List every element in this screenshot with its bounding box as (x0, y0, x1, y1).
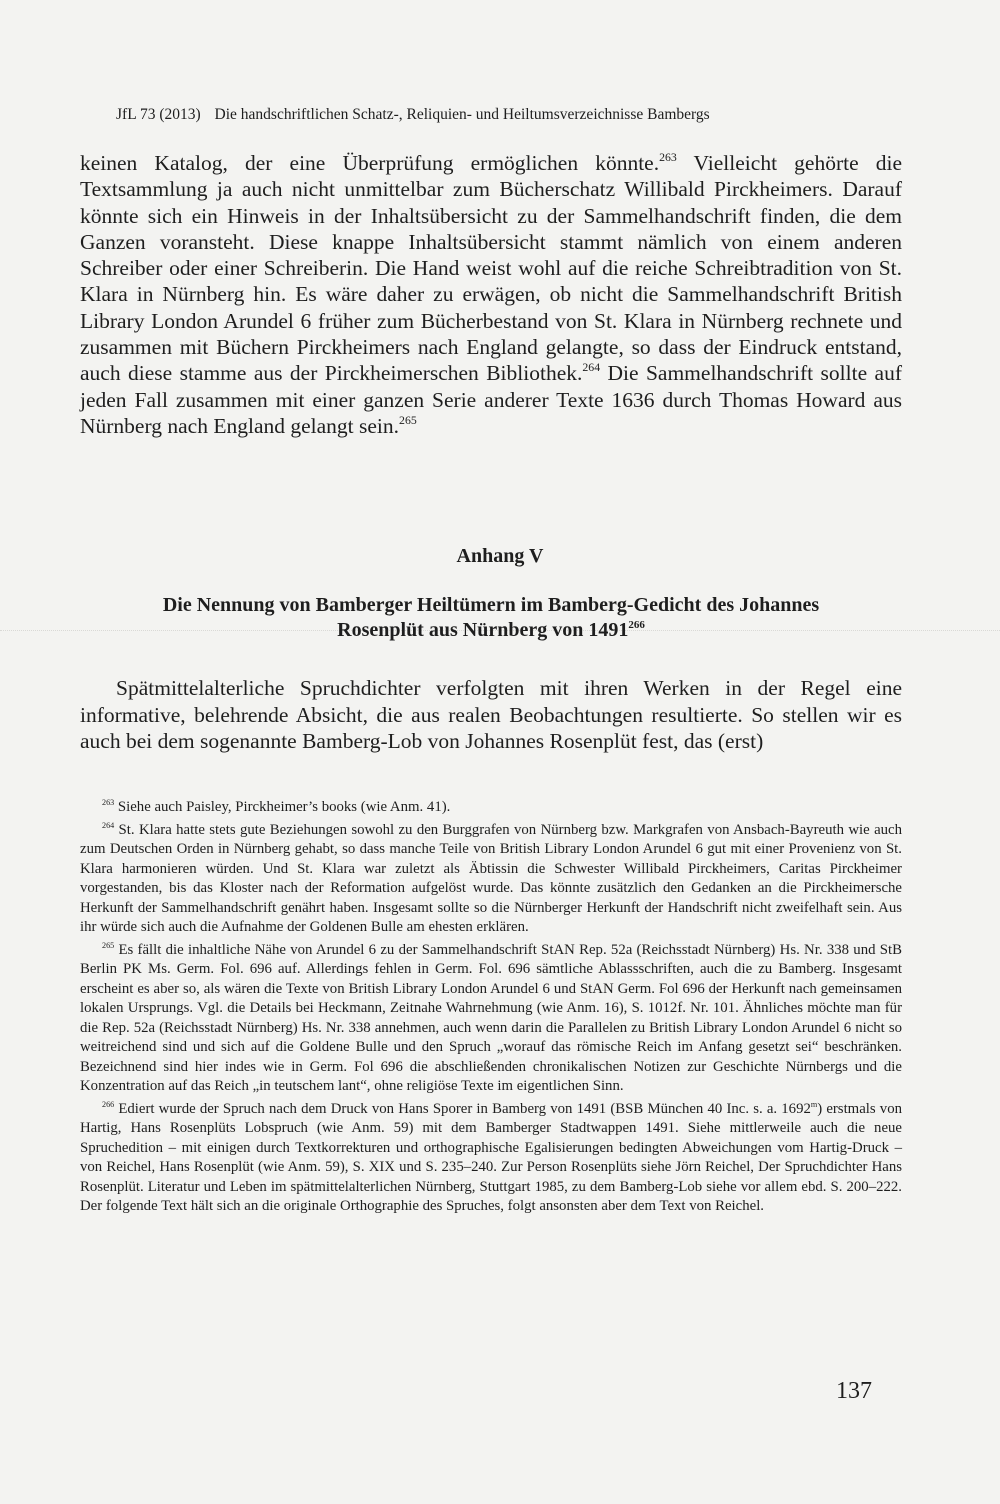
footnote-263 (80, 798, 902, 818)
section-heading-line: Rosenplüt aus Nürnberg von 1491 (337, 619, 629, 641)
footnote-number: 265 (102, 940, 115, 950)
section-heading-line: Die Nennung von Bamberger Heiltümern im Bamberg-Gedicht des Johannes (162, 594, 820, 616)
journal-reference: JfL 73 (2013) (116, 106, 201, 123)
section-heading (80, 593, 902, 643)
footnote-superscript: m (810, 1099, 818, 1109)
page-number: 137 (836, 1378, 872, 1404)
running-header (116, 106, 896, 124)
intro-text: Spätmittelalterliche Spruchdichter verfolgten mit ihren Werken in der Regel eine informative, belehrende Absicht, die aus realen Beobachtungen resultierte. So stellen wir es auch bei dem sogenannte Bamberg-Lob von Johannes Rosenplüt fest, das (erst) (80, 676, 902, 753)
main-paragraph (80, 150, 902, 439)
footnote-264 (80, 821, 902, 938)
footnote-ref-265[interactable]: 265 (399, 413, 417, 428)
footnote-number: 266 (102, 1099, 115, 1109)
footnote-ref-264[interactable]: 264 (582, 360, 601, 375)
footnote-ref-266[interactable]: 266 (628, 618, 645, 631)
footnote-ref-263[interactable]: 263 (659, 150, 677, 165)
appendix-title: Anhang V (456, 545, 544, 567)
footnote-text: Siehe auch Paisley, Pirckheimer’s books (wie Anm. 41). (117, 799, 451, 815)
footnote-number: 264 (102, 820, 115, 830)
footnote-265 (80, 941, 902, 1097)
footnote-text: Ediert wurde der Spruch nach dem Druck von Hans Sporer in Bamberg von 1491 (BSB München 40 Inc. s. a. 1692 (118, 1100, 811, 1117)
footnote-266 (80, 1100, 902, 1217)
footnote-text: ) erstmals von Hartig, Hans Rosenplüts Lobspruch (wie Anm. 59) mit dem Bamberger Stadtwappen 1491. Siehe mittlerweile auch die neue Spruchedition – mit einigen durch Textkorrekturen und orthographische Egalisierungen bedingten Abweichungen vom Hartig-Druck – von Reichel, Hans Rosenplüt (wie Anm. 59), S. XIX und S. 235–240. Zur Person Rosenplüts siehe Jörn Reichel, Der Spruchdichter Hans Rosenplüt. Literatur und Leben im spätmittelalterlichen Nürnberg, Stuttgart 1985, zu dem Bamberg-Lob siehe vor allem ebd. S. 200–222. Der folgende Text hält sich an die originale Orthographie des Spruches, folgt ansonsten aber dem Text von Reichel. (80, 1100, 902, 1214)
footnotes (80, 798, 902, 1220)
footnote-text: Es fällt die inhaltliche Nähe von Arundel 6 zu der Sammelhandschrift StAN Rep. 52a (Reichsstadt Nürnberg) Hs. Nr. 338 und StB Berlin PK Ms. Germ. Fol. 696 auf. Allerdings fehlen in Germ. Fol. 696 sämtliche Ablassschriften, auch die zu Bamberg. Insgesamt erscheint es aber so, als wären die Texte von British Library London Arundel 6 und StAN Germ. Fol 696 der Herkunft nach gemeinsamen lokalen Ursprungs. Vgl. die Details bei Heckmann, Zeitnahe Wahrnehmung (wie Anm. 16), S. 1012f. Nr. 101. Ähnliches möchte man für die Rep. 52a (Reichsstadt Nürnberg) Hs. Nr. 338 annehmen, auch wenn darin die Parallelen zu British Library London Arundel 6 nicht so weitreichend sind und sich auf die Goldene Bulle und den Spruch „worauf das römische Reich im Anfang gesetzt sei“ beschränken. Bezeichnend sind hier indes wie in Germ. Fol 696 die abschließenden chronikalischen Notizen zur Geschichte Nürnbergs und die Konzentration auf das Reich „in teutschem lant“, ohne religiöse Texte im eigentlichen Sinn. (80, 941, 902, 1094)
footnote-number: 263 (102, 797, 115, 807)
main-text-part: keinen Katalog, der eine Überprüfung ermöglichen könnte. (80, 151, 660, 175)
main-text-part: Vielleicht gehörte die Textsammlung ja auch nicht unmittelbar zum Bücherschatz Willibald Pirckheimers. Darauf könnte sich ein Hinweis in der Inhaltsübersicht zu der Sammelhandschrift finden, die dem Ganzen voransteht. Diese knappe Inhaltsübersicht stammt nämlich von einem anderen Schreiber oder einer Schreiberin. Die Hand weist wohl auf die reiche Schreibtradition von St. Klara in Nürnberg hin. Es wäre daher zu erwägen, ob nicht die Sammelhandschrift British Library London Arundel 6 früher zum Bücherbestand von St. Klara in Nürnberg rechnete und zusammen mit Büchern Pirckheimers nach England gelangte, so dass der Eindruck entstand, auch diese stamme aus der Pirckheimerschen Bibliothek. (80, 151, 903, 386)
main-text-part: Die Sammelhandschrift sollte auf jeden Fall zusammen mit einer ganzen Serie anderer Texte 1636 durch Thomas Howard aus Nürnberg nach England gelangt sein. (80, 361, 902, 438)
intro-paragraph (80, 675, 902, 755)
footnote-text: St. Klara hatte stets gute Beziehungen sowohl zu den Burggrafen von Nürnberg bzw. Markgrafen von Ansbach-Bayreuth wie auch zum Deutschen Orden in Nürnberg gehabt, so dass manche Teile von British Library London Arundel 6 gut mit einer Provenienz von St. Klara harmonieren würden. Und St. Klara war zuletzt als Äbtissin die Schwester Willibald Pirckheimers, Caritas Pirckheimer vorgestanden, bis das Kloster nach der Reformation aufgelöst wurde. Das könnte zusätzlich den Gedanken an die Pirckheimersche Herkunft der Sammelhandschrift genährt haben. Insgesamt sollte so die Nürnberger Herkunft der Handschrift nicht zweifelhaft sein. Aus ihr würde sich auch die Aufnahme der Goldenen Bulle am ehesten erklären. (80, 821, 902, 935)
running-title: Die handschriftlichen Schatz-, Reliquien- und Heiltumsverzeichnisse Bambergs (214, 106, 710, 123)
